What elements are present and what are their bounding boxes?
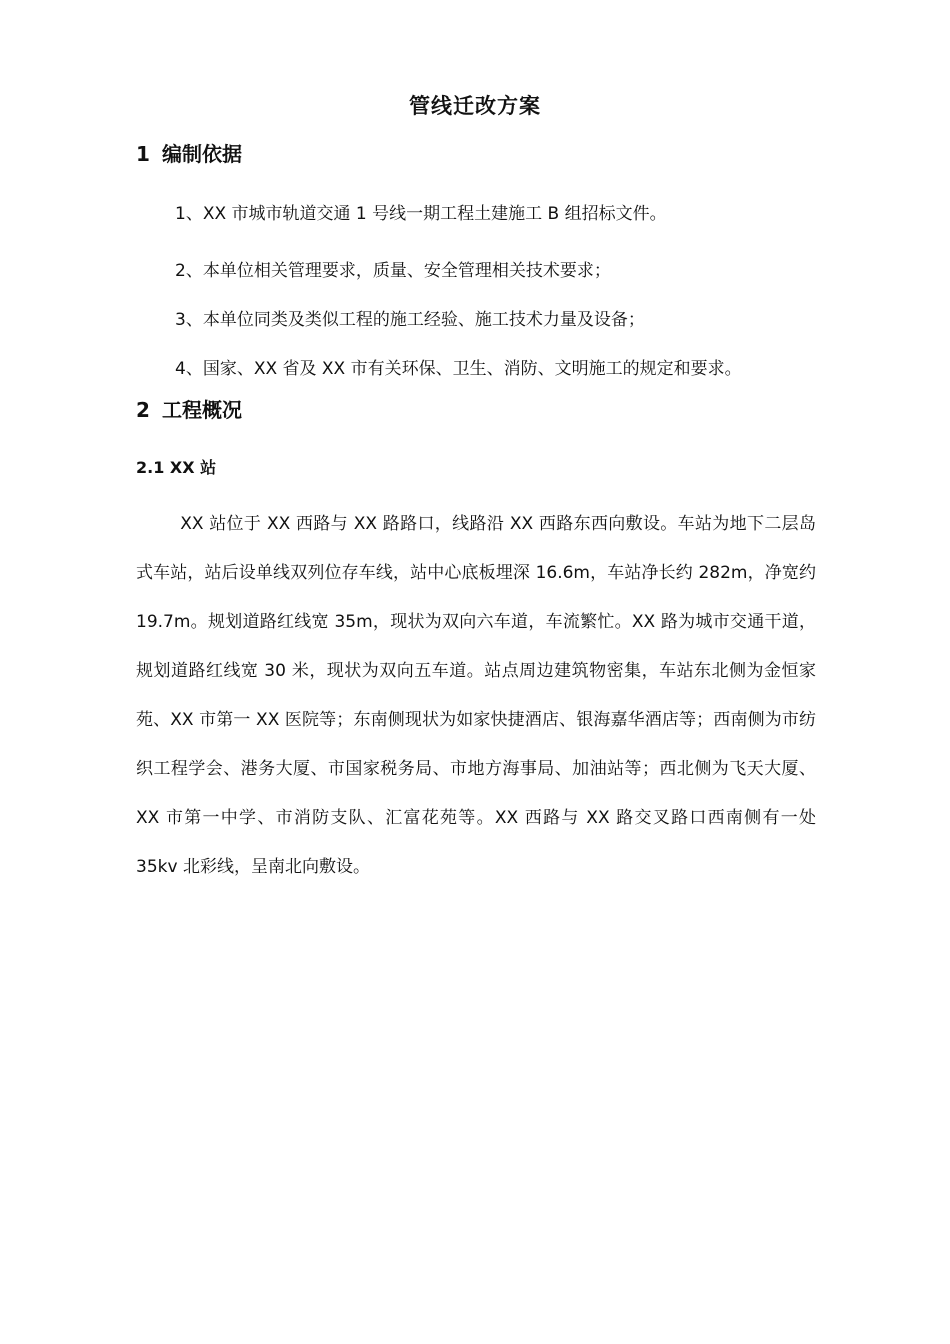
section-heading-1 <box>136 138 242 167</box>
basis-list-item: 1、XX 市城市轨道交通 1 号线一期工程土建施工 B 组招标文件。 <box>175 204 667 224</box>
subsection-heading: 2.1 XX 站 <box>136 458 217 477</box>
section-number: 1 <box>136 142 150 166</box>
section-heading-2 <box>136 394 242 423</box>
document-title: 管线迁改方案 <box>409 94 541 118</box>
basis-list-item: 4、国家、XX 省及 XX 市有关环保、卫生、消防、文明施工的规定和要求。 <box>175 359 742 379</box>
section-number: 2 <box>136 398 150 422</box>
section-title: 工程概况 <box>162 398 242 422</box>
station-overview-paragraph: XX 站位于 XX 西路与 XX 路路口，线路沿 XX 西路东西向敷设。车站为地下二层岛式车站，站后设单线双列位存车线，站中心底板埋深 16.6m，车站净长约 282m，净宽约 19.7m。规划道路红线宽 35m，现状为双向六车道，车流繁忙。XX 路为城市交通干道，规划道路红线宽 30 米，现状为双向五车道。站点周边建筑物密集，车站东北侧为金恒家苑、XX 市第一 XX 医院等；东南侧现状为如家快捷酒店、银海嘉华酒店等；西南侧为市纺织工程学会、港务大厦、市国家税务局、市地方海事局、加油站等；西北侧为飞天大厦、XX 市第一中学、市消防支队、汇富花苑等。XX 西路与 XX 路交叉路口西南侧有一处 35kv 北彩线，呈南北向敷设。 <box>136 514 816 877</box>
section-title: 编制依据 <box>162 142 242 166</box>
basis-list-item: 2、本单位相关管理要求，质量、安全管理相关技术要求； <box>175 261 611 281</box>
basis-list-item: 3、本单位同类及类似工程的施工经验、施工技术力量及设备； <box>175 310 645 330</box>
